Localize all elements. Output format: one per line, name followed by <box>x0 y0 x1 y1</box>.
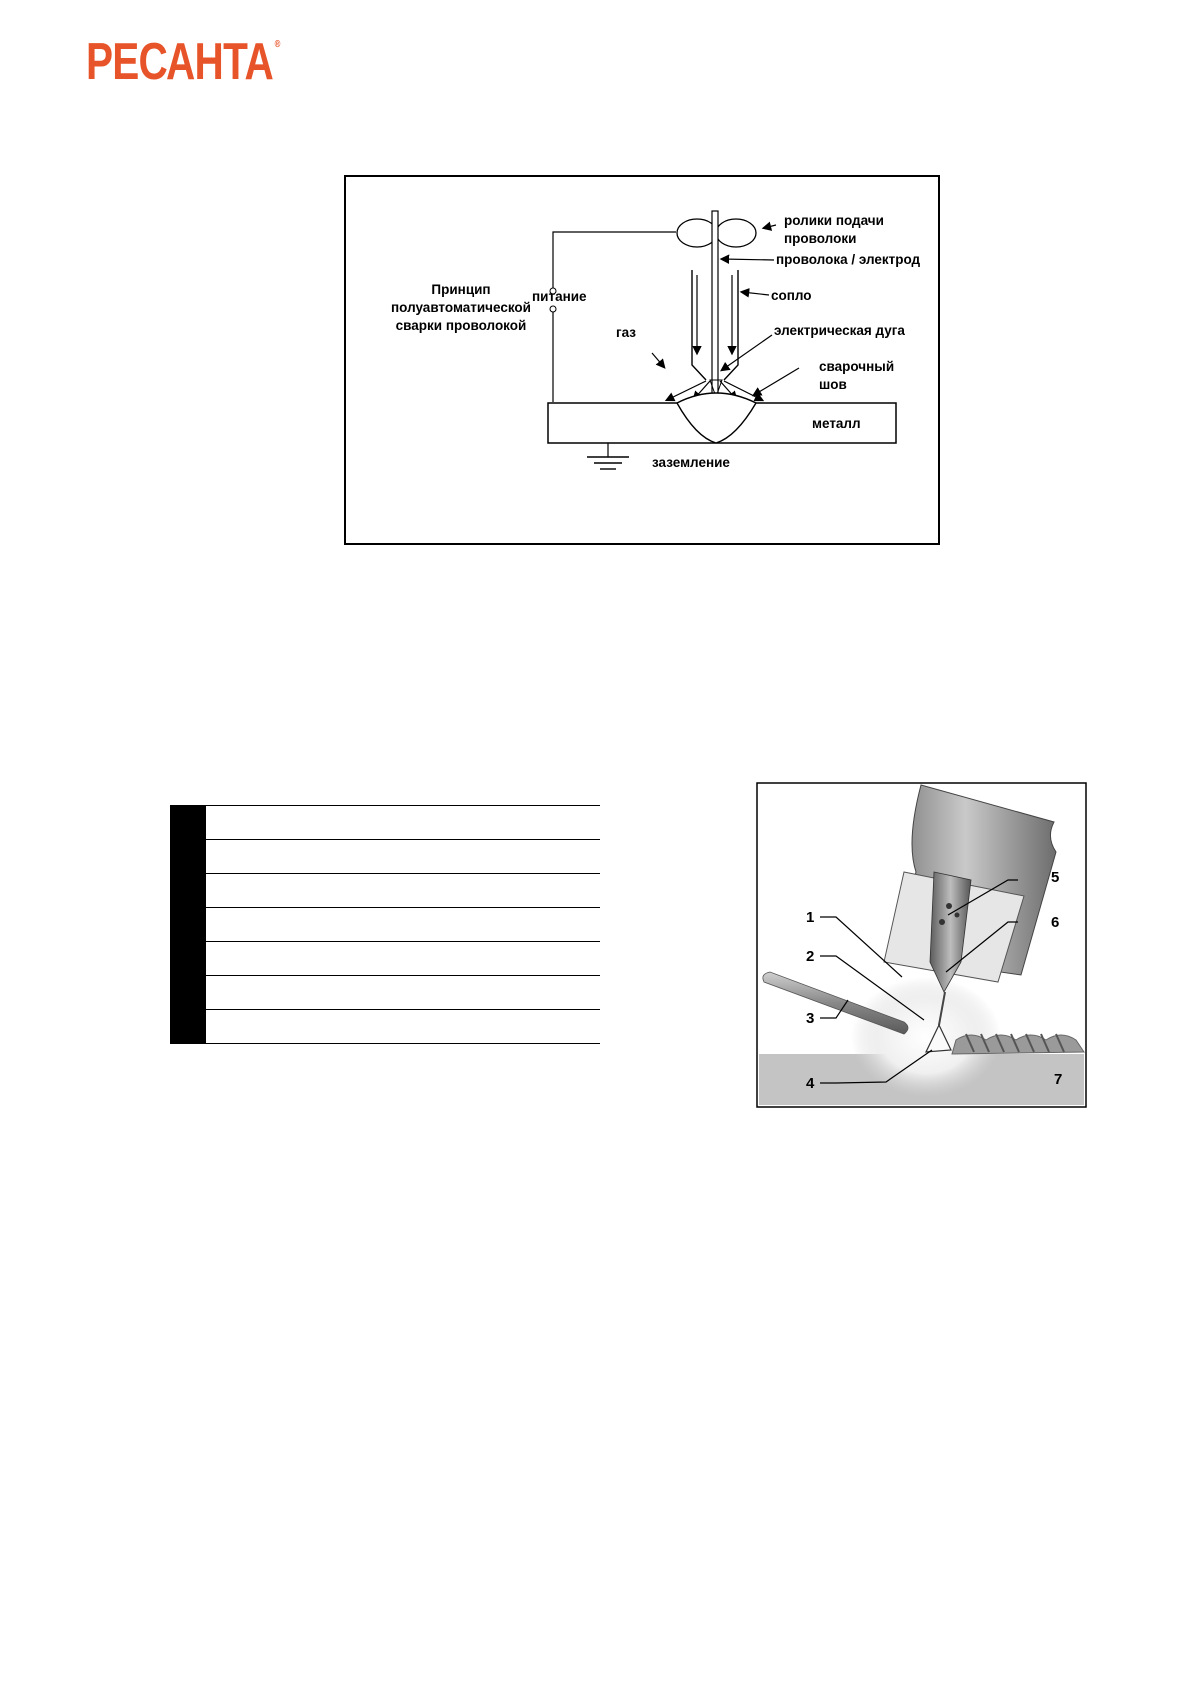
label-seam-2: шов <box>819 377 847 392</box>
label-gas: газ <box>616 325 637 340</box>
diagram-title-line-3: сварки проволокой <box>395 318 527 333</box>
welding-principle-diagram <box>344 175 940 545</box>
feed-roller-left <box>677 219 717 247</box>
label-rollers-1: ролики подачи <box>784 213 884 228</box>
callout-3: 3 <box>806 1010 815 1027</box>
brand-logo-registered: ® <box>274 39 280 50</box>
label-power: питание <box>532 289 587 304</box>
diagram-title-line-2: полуавтоматической <box>391 300 531 315</box>
label-arc: электрическая дуга <box>774 323 905 338</box>
label-wire: проволока / электрод <box>776 252 921 267</box>
legend-number-cell <box>170 874 206 907</box>
callout-7: 7 <box>1054 1071 1063 1088</box>
legend-row <box>170 976 600 1010</box>
welding-principle-svg <box>344 175 940 545</box>
label-seam-1: сварочный <box>819 359 895 374</box>
legend-number-cell <box>170 840 206 873</box>
callout-6: 6 <box>1051 914 1060 931</box>
callout-4: 4 <box>806 1075 815 1092</box>
legend-table <box>170 805 600 1044</box>
legend-number-cell <box>170 1010 206 1043</box>
brand-logo <box>86 33 280 91</box>
legend-row <box>170 1010 600 1044</box>
callout-1: 1 <box>806 909 815 926</box>
callout-5: 5 <box>1051 869 1060 886</box>
welding-torch-svg <box>756 782 1087 1108</box>
brand-logo-text: РЕСАНТА <box>86 33 274 91</box>
legend-number-cell <box>170 908 206 941</box>
feed-roller-right <box>716 219 756 247</box>
power-terminal-bottom <box>550 306 556 312</box>
label-ground: заземление <box>652 455 730 470</box>
legend-row <box>170 942 600 976</box>
label-nozzle: сопло <box>771 288 812 303</box>
diagram-title-line-1: Принцип <box>431 282 491 297</box>
legend-number-cell <box>170 976 206 1009</box>
legend-row <box>170 805 600 840</box>
legend-row <box>170 908 600 942</box>
wire-electrode <box>712 211 718 396</box>
legend-number-cell <box>170 806 206 839</box>
welding-torch-illustration <box>756 782 1087 1108</box>
label-metal: металл <box>812 416 861 431</box>
label-rollers-2: проволоки <box>784 231 857 246</box>
legend-row <box>170 840 600 874</box>
legend-number-cell <box>170 942 206 975</box>
legend-row <box>170 874 600 908</box>
callout-2: 2 <box>806 948 815 965</box>
